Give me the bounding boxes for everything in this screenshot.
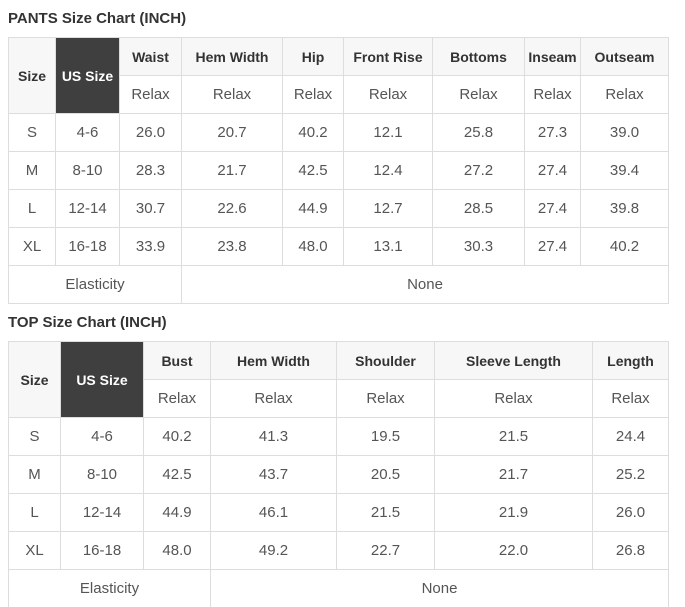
value-cell-waist: 30.7 bbox=[120, 190, 182, 228]
value-cell-sleeve-length: 22.0 bbox=[435, 532, 593, 570]
pants-chart-title: PANTS Size Chart (INCH) bbox=[8, 10, 187, 27]
measure-header-row bbox=[9, 342, 669, 380]
value-cell-hip: 48.0 bbox=[283, 228, 344, 266]
value-cell-waist: 33.9 bbox=[120, 228, 182, 266]
column-header-inseam: Inseam bbox=[525, 38, 581, 76]
us-size-header: US Size bbox=[61, 342, 144, 418]
value-cell-shoulder: 19.5 bbox=[337, 418, 435, 456]
value-cell-outseam: 39.4 bbox=[581, 152, 669, 190]
fit-cell-inseam: Relax bbox=[525, 76, 581, 114]
value-cell-outseam: 39.8 bbox=[581, 190, 669, 228]
us-size-cell: 12-14 bbox=[56, 190, 120, 228]
value-cell-hem-width: 20.7 bbox=[182, 114, 283, 152]
table-row-m bbox=[9, 152, 669, 190]
value-cell-inseam: 27.4 bbox=[525, 228, 581, 266]
column-header-front-rise: Front Rise bbox=[344, 38, 433, 76]
value-cell-front-rise: 12.4 bbox=[344, 152, 433, 190]
size-cell: XL bbox=[9, 228, 56, 266]
value-cell-front-rise: 12.7 bbox=[344, 190, 433, 228]
elasticity-label-cell: Elasticity bbox=[9, 266, 182, 304]
value-cell-outseam: 39.0 bbox=[581, 114, 669, 152]
value-cell-bust: 44.9 bbox=[144, 494, 211, 532]
fit-cell-outseam: Relax bbox=[581, 76, 669, 114]
size-cell: XL bbox=[9, 532, 61, 570]
elasticity-value-cell: None bbox=[211, 570, 669, 607]
column-header-hem-width: Hem Width bbox=[211, 342, 337, 380]
fit-cell-bust: Relax bbox=[144, 380, 211, 418]
us-size-cell: 16-18 bbox=[61, 532, 144, 570]
us-size-cell: 8-10 bbox=[61, 456, 144, 494]
size-cell: S bbox=[9, 114, 56, 152]
size-cell: L bbox=[9, 494, 61, 532]
size-corner-header: Size bbox=[9, 38, 56, 114]
table-row-s bbox=[9, 114, 669, 152]
fit-cell-sleeve-length: Relax bbox=[435, 380, 593, 418]
value-cell-hem-width: 21.7 bbox=[182, 152, 283, 190]
column-header-bottoms: Bottoms bbox=[433, 38, 525, 76]
table-row-xl bbox=[9, 532, 669, 570]
fit-cell-waist: Relax bbox=[120, 76, 182, 114]
column-header-sleeve-length: Sleeve Length bbox=[435, 342, 593, 380]
value-cell-hem-width: 41.3 bbox=[211, 418, 337, 456]
fit-cell-hem-width: Relax bbox=[211, 380, 337, 418]
fit-cell-bottoms: Relax bbox=[433, 76, 525, 114]
table-row-l bbox=[9, 494, 669, 532]
value-cell-bottoms: 30.3 bbox=[433, 228, 525, 266]
value-cell-hem-width: 43.7 bbox=[211, 456, 337, 494]
us-size-cell: 4-6 bbox=[56, 114, 120, 152]
value-cell-bottoms: 28.5 bbox=[433, 190, 525, 228]
elasticity-label-cell: Elasticity bbox=[9, 570, 211, 607]
value-cell-shoulder: 22.7 bbox=[337, 532, 435, 570]
top-size-table bbox=[8, 341, 669, 607]
table-row-s bbox=[9, 418, 669, 456]
size-cell: L bbox=[9, 190, 56, 228]
fit-cell-length: Relax bbox=[593, 380, 669, 418]
us-size-cell: 12-14 bbox=[61, 494, 144, 532]
size-cell: S bbox=[9, 418, 61, 456]
value-cell-bottoms: 25.8 bbox=[433, 114, 525, 152]
column-header-outseam: Outseam bbox=[581, 38, 669, 76]
column-header-shoulder: Shoulder bbox=[337, 342, 435, 380]
column-header-hip: Hip bbox=[283, 38, 344, 76]
value-cell-hem-width: 22.6 bbox=[182, 190, 283, 228]
value-cell-bust: 42.5 bbox=[144, 456, 211, 494]
size-cell: M bbox=[9, 152, 56, 190]
column-header-hem-width: Hem Width bbox=[182, 38, 283, 76]
value-cell-hip: 40.2 bbox=[283, 114, 344, 152]
fit-cell-front-rise: Relax bbox=[344, 76, 433, 114]
size-corner-header: Size bbox=[9, 342, 61, 418]
us-size-cell: 16-18 bbox=[56, 228, 120, 266]
value-cell-outseam: 40.2 bbox=[581, 228, 669, 266]
table-row-m bbox=[9, 456, 669, 494]
value-cell-hip: 44.9 bbox=[283, 190, 344, 228]
value-cell-bust: 40.2 bbox=[144, 418, 211, 456]
value-cell-length: 24.4 bbox=[593, 418, 669, 456]
size-cell: M bbox=[9, 456, 61, 494]
value-cell-hem-width: 46.1 bbox=[211, 494, 337, 532]
value-cell-bottoms: 27.2 bbox=[433, 152, 525, 190]
fit-cell-shoulder: Relax bbox=[337, 380, 435, 418]
us-size-cell: 8-10 bbox=[56, 152, 120, 190]
top-chart-title: TOP Size Chart (INCH) bbox=[8, 314, 167, 331]
value-cell-inseam: 27.3 bbox=[525, 114, 581, 152]
value-cell-length: 26.0 bbox=[593, 494, 669, 532]
value-cell-bust: 48.0 bbox=[144, 532, 211, 570]
value-cell-sleeve-length: 21.5 bbox=[435, 418, 593, 456]
value-cell-hip: 42.5 bbox=[283, 152, 344, 190]
value-cell-sleeve-length: 21.7 bbox=[435, 456, 593, 494]
value-cell-length: 25.2 bbox=[593, 456, 669, 494]
value-cell-front-rise: 12.1 bbox=[344, 114, 433, 152]
column-header-bust: Bust bbox=[144, 342, 211, 380]
column-header-length: Length bbox=[593, 342, 669, 380]
value-cell-inseam: 27.4 bbox=[525, 152, 581, 190]
value-cell-sleeve-length: 21.9 bbox=[435, 494, 593, 532]
value-cell-front-rise: 13.1 bbox=[344, 228, 433, 266]
elasticity-row bbox=[9, 570, 669, 607]
us-size-cell: 4-6 bbox=[61, 418, 144, 456]
value-cell-hem-width: 23.8 bbox=[182, 228, 283, 266]
elasticity-value-cell: None bbox=[182, 266, 669, 304]
pants-size-table bbox=[8, 37, 669, 304]
value-cell-shoulder: 21.5 bbox=[337, 494, 435, 532]
value-cell-shoulder: 20.5 bbox=[337, 456, 435, 494]
table-row-xl bbox=[9, 228, 669, 266]
value-cell-inseam: 27.4 bbox=[525, 190, 581, 228]
value-cell-hem-width: 49.2 bbox=[211, 532, 337, 570]
elasticity-row bbox=[9, 266, 669, 304]
value-cell-length: 26.8 bbox=[593, 532, 669, 570]
value-cell-waist: 28.3 bbox=[120, 152, 182, 190]
table-row-l bbox=[9, 190, 669, 228]
fit-cell-hip: Relax bbox=[283, 76, 344, 114]
column-header-waist: Waist bbox=[120, 38, 182, 76]
us-size-header: US Size bbox=[56, 38, 120, 114]
measure-header-row bbox=[9, 38, 669, 76]
value-cell-waist: 26.0 bbox=[120, 114, 182, 152]
fit-cell-hem-width: Relax bbox=[182, 76, 283, 114]
